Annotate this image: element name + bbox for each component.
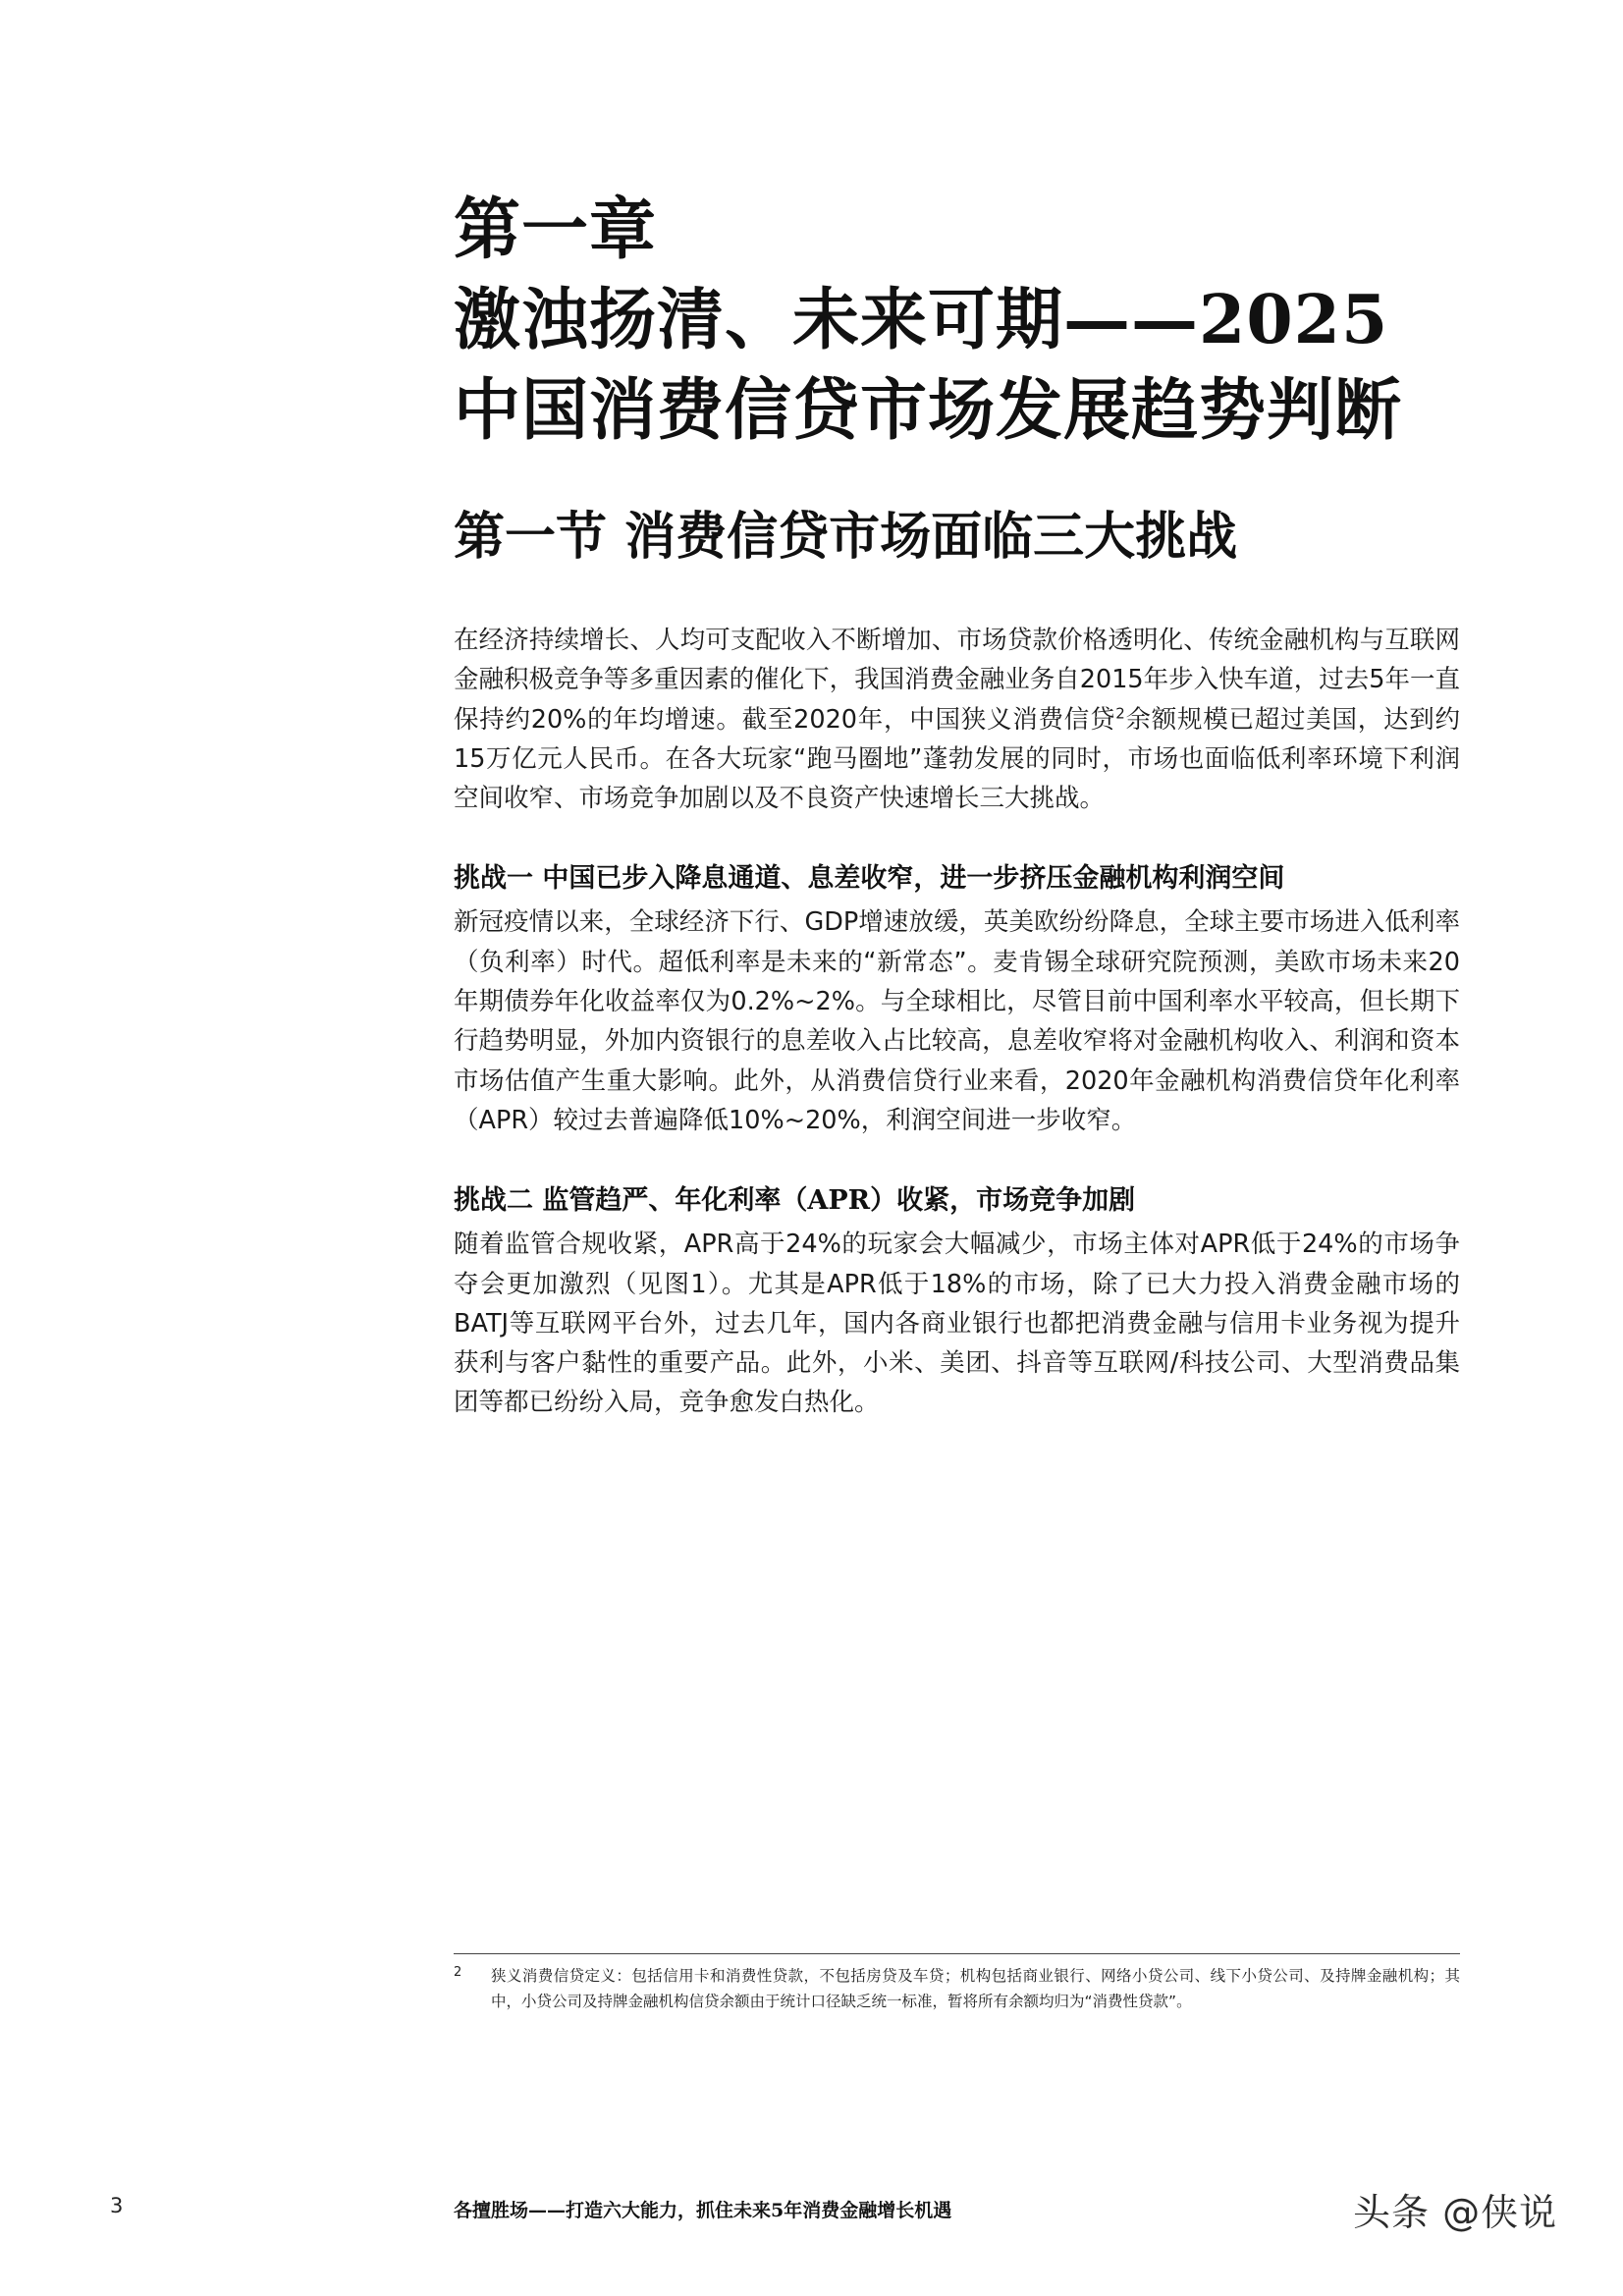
intro-paragraph (454, 621, 1460, 818)
chapter-title-line-1: 激浊扬清、未来可期——2025 (454, 281, 1389, 359)
challenge-1-body: 新冠疫情以来，全球经济下行、GDP增速放缓，英美欧纷纷降息，全球主要市场进入低利率（负利率）时代。超低利率是未来的“新常态”。麦肯锡全球研究院预测，美欧市场未来20年期债券年化收益率仅为0.2%~2%。与全球相比，尽管目前中国利率水平较高，但长期下行趋势明显，外加内资银行的息差收入占比较高，息差收窄将对金融机构收入、利润和资本市场估值产生重大影响。此外，从消费信贷行业来看，2020年金融机构消费信贷年化利率（APR）较过去普遍降低10%~20%，利润空间进一步收窄。 (454, 907, 1460, 1135)
footnote-text: 狭义消费信贷定义：包括信用卡和消费性贷款，不包括房贷及车贷；机构包括商业银行、网络小贷公司、线下小贷公司、及持牌金融机构；其中，小贷公司及持牌金融机构信贷余额由于统计口径缺乏统一标准，暂将所有余额均归为“消费性贷款”。 (491, 1967, 1460, 2010)
footnote-reference[interactable]: 2 (1115, 704, 1125, 723)
running-footer-title: 各擅胜场——打造六大能力，抓住未来5年消费金融增长机遇 (454, 2200, 952, 2221)
page-number: 3 (110, 2194, 124, 2217)
chapter-number: 第一章 (454, 191, 658, 269)
section-title: 第一节 消费信贷市场面临三大挑战 (454, 507, 1238, 567)
watermark: 头条 @侠说 (1353, 2191, 1558, 2234)
intro-text-part-1: 在经济持续增长、人均可支配收入不断增加、市场贷款价格透明化、传统金融机构与互联网金融积极竞争等多重因素的催化下，我国消费金融业务自2015年步入快车道，过去5年一直保持约20%的年均增速。截至2020年，中国狭义消费信贷 (454, 626, 1460, 735)
challenge-2-heading: 挑战二 监管趋严、年化利率（APR）收紧，市场竞争加剧 (454, 1185, 1136, 1217)
chapter-title-line-2: 中国消费信贷市场发展趋势判断 (454, 371, 1403, 450)
challenge-1-heading: 挑战一 中国已步入降息通道、息差收窄，进一步挤压金融机构利润空间 (454, 863, 1285, 895)
footnote-divider (454, 1953, 1460, 1954)
footnote-number: 2 (454, 1965, 462, 1980)
main-content (454, 621, 1460, 1462)
intro-text-part-2: 余额规模已超过美国，达到约15万亿元人民币。在各大玩家“跑马圈地”蓬勃发展的同时，市场也面临低利率环境下利润空间收窄、市场竞争加剧以及不良资产快速增长三大挑战。 (454, 704, 1460, 814)
footnote (454, 1963, 1460, 2014)
chapter-heading (454, 185, 1534, 456)
challenge-2-body: 随着监管合规收紧，APR高于24%的玩家会大幅减少，市场主体对APR低于24%的市场争夺会更加激烈（见图1）。尤其是APR低于18%的市场，除了已大力投入消费金融市场的BATJ等互联网平台外，过去几年，国内各商业银行也都把消费金融与信用卡业务视为提升获利与客户黏性的重要产品。此外，小米、美团、抖音等互联网/科技公司、大型消费品集团等都已纷纷入局，竞争愈发白热化。 (454, 1230, 1460, 1418)
